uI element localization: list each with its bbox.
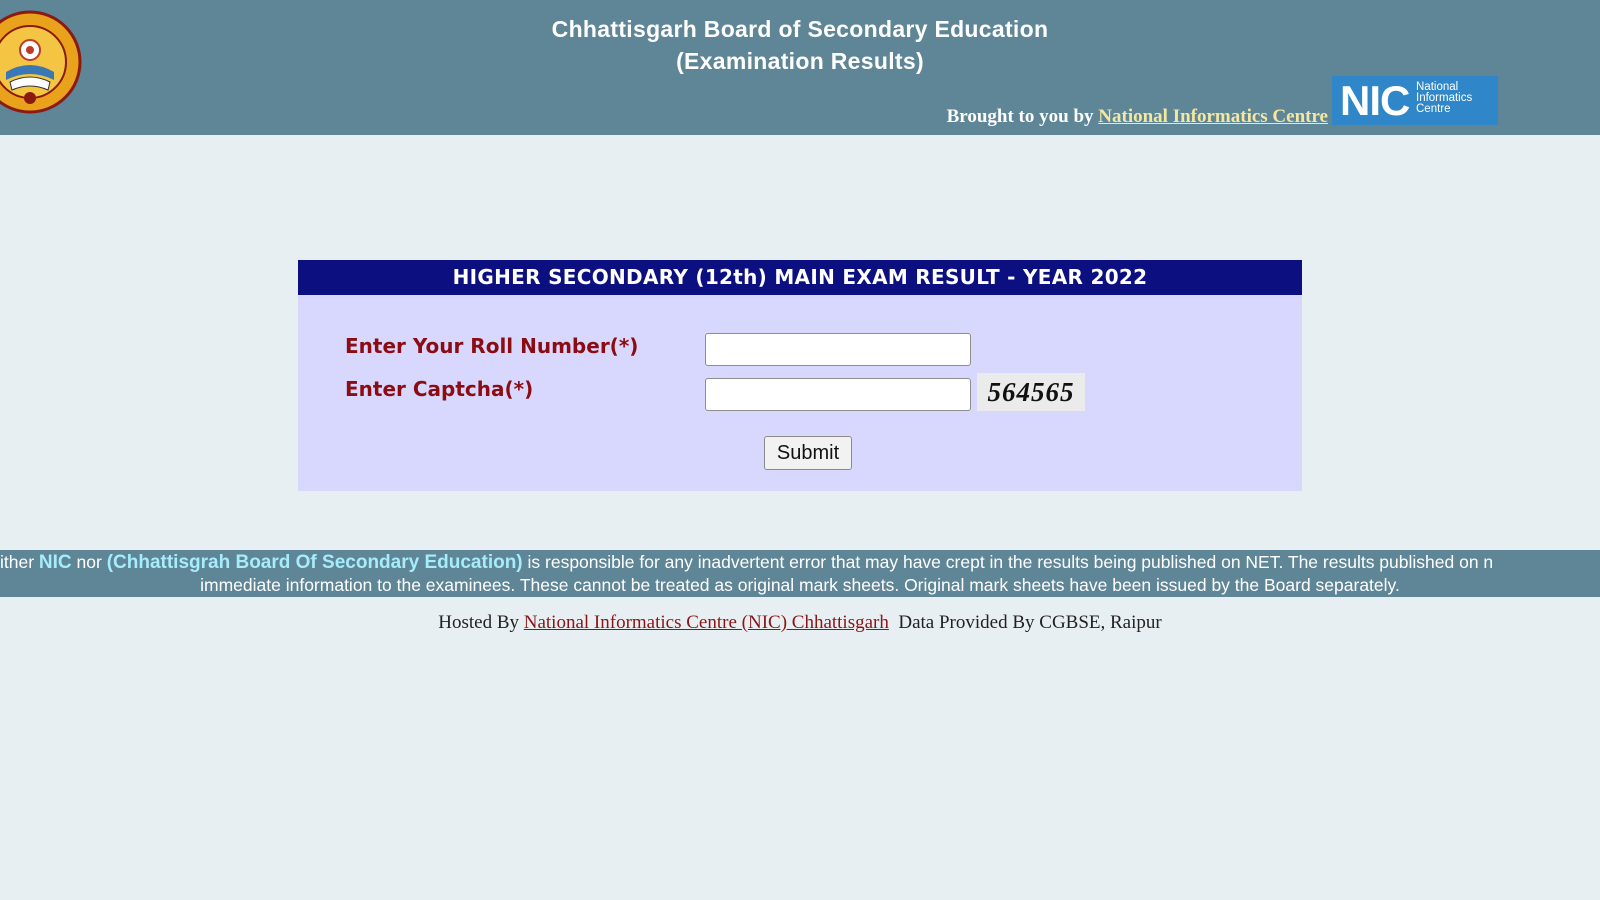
disclaimer-prefix: ither bbox=[0, 552, 35, 572]
disclaimer-line1 bbox=[0, 552, 1493, 574]
brought-by-prefix: Brought to you by bbox=[946, 106, 1094, 127]
brought-by-text bbox=[947, 106, 1328, 128]
disclaimer-text: is responsible for any inadvertent error that may have crept in the results being published on NET. The results published on n bbox=[527, 552, 1494, 572]
nic-link[interactable]: National Informatics Centre bbox=[1098, 106, 1328, 127]
roll-number-input[interactable] bbox=[705, 333, 971, 366]
disclaimer-line2: immediate information to the examinees. These cannot be treated as original mark sheets. Original mark sheets have been issued by the Board separately. bbox=[200, 575, 1400, 595]
header-subtitle: (Examination Results) bbox=[676, 48, 924, 74]
roll-number-label: Enter Your Roll Number(*) bbox=[345, 334, 639, 358]
disclaimer-nor: nor bbox=[76, 552, 102, 572]
form-heading: HIGHER SECONDARY (12th) MAIN EXAM RESULT - YEAR 2022 bbox=[298, 260, 1302, 295]
captcha-input[interactable] bbox=[705, 378, 971, 411]
disclaimer-banner bbox=[0, 550, 1600, 597]
result-form-panel bbox=[298, 260, 1302, 491]
nic-chhattisgarh-link[interactable]: National Informatics Centre (NIC) Chhattisgarh bbox=[523, 612, 889, 633]
disclaimer-nic: NIC bbox=[38, 552, 72, 573]
nic-logo[interactable] bbox=[1332, 76, 1498, 125]
captcha-label: Enter Captcha(*) bbox=[345, 377, 534, 401]
nic-logo-line2: Informatics bbox=[1416, 92, 1473, 104]
nic-logo-text bbox=[1416, 82, 1472, 115]
nic-logo-mark: NIC bbox=[1340, 77, 1410, 124]
submit-button[interactable]: Submit bbox=[764, 436, 852, 470]
hosted-by-prefix: Hosted By bbox=[438, 612, 519, 633]
data-provided-text: Data Provided By CGBSE, Raipur bbox=[898, 612, 1162, 633]
disclaimer-board: (Chhattisgrah Board Of Secondary Education) bbox=[106, 552, 523, 573]
header-title: Chhattisgarh Board of Secondary Education bbox=[551, 16, 1049, 42]
nic-logo-line3: Centre bbox=[1416, 103, 1451, 115]
footer bbox=[0, 612, 1600, 634]
nic-logo-line1: National bbox=[1416, 81, 1459, 93]
site-header bbox=[0, 0, 1600, 135]
captcha-image: 564565 bbox=[977, 373, 1085, 411]
